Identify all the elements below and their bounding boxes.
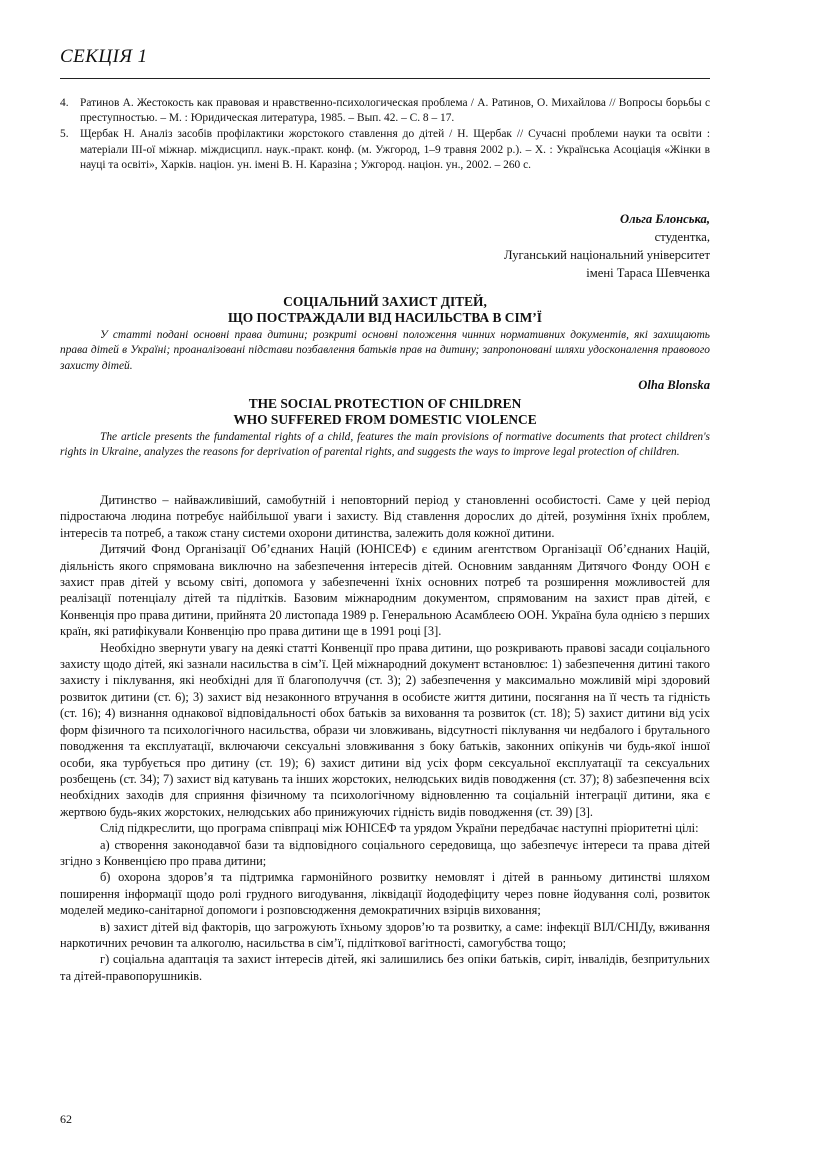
author-affiliation: імені Тараса Шевченка (586, 266, 710, 280)
running-head: СЕКЦІЯ 1 (60, 46, 148, 67)
body-text (60, 492, 710, 984)
title-line: ЩО ПОСТРАЖДАЛИ ВІД НАСИЛЬСТВА В СІМ’Ї (228, 310, 542, 325)
paragraph: Дитячий Фонд Організації Об’єднаних Націй (ЮНІСЕФ) є єдиним агентством Організації Об’єднаних Націй, діяльність якого спрямована виключно на забезпечення інтересів дітей. Основним завданням Дитячого Фонду ООН є захист прав дітей у всьому світі, допомога у забезпеченні їхніх основних потреб та розширення можливостей для реалізації потенціалу дітей та підлітків. Базовим міжнародним документом, спрямованим на захист прав дітей, є Конвенція про права дитини, прийнята 20 листопада 1989 р. Генеральною Асамблеєю ООН. Україна була однією з перших країн, які ратифікували Конвенцію про права дитини ще в 1991 році [3]. (60, 542, 710, 639)
author-role: студентка, (654, 230, 710, 244)
header-rule (60, 78, 710, 79)
title-line: THE SOCIAL PROTECTION OF CHILDREN (248, 396, 522, 411)
author-block (310, 210, 710, 282)
paragraph: в) захист дітей від факторів, що загрожують їхньому здоров’ю та розвитку, а саме: інфекції ВІЛ/СНІДу, вживання наркотичних речовин та алкоголю, насильства в сім’ї, підліткової вагітності, самогубства тощо; (60, 919, 710, 950)
paragraph: а) створення законодавчої бази та відповідного соціального середовища, що забезпечує інтереси та права дітей згідно з Конвенцією про права дитини; (60, 837, 710, 868)
article-title-en (60, 396, 710, 428)
reference-text: Щербак Н. Аналіз засобів профілактики жорстокого ставлення до дітей / Н. Щербак // Сучасні проблеми науки та освіти : матеріали ІІІ-ої міжнар. міждисципл. наук.-практ. конф. (м. Ужгород, 1–9 травня 2002 р.). – Х. : Українська Асоціація «Жінки в науці та освіті», Харків. націон. ун. імені В. Н. Каразіна ; Ужгород. націон. ун., 2002. – 260 с. (80, 128, 710, 171)
reference-item (60, 96, 710, 126)
title-line: WHO SUFFERED FROM DOMESTIC VIOLENCE (233, 412, 537, 427)
reference-text: Ратинов А. Жестокость как правовая и нравственно-психологическая проблема / А. Ратинов, О. Михайлова // Вопросы борьбы с преступностью. – М. : Юридическая литература, 1985. – Вып. 42. – С. 8 – 17. (80, 97, 710, 125)
paragraph: Необхідно звернути увагу на деякі статті Конвенції про права дитини, що розкривають правові засади соціального захисту щодо дітей, які зазнали насильства в сім’ї. Цей міжнародний документ встановлює: 1) забезпечення дитині такого захисту і піклування, які необхідні для її благополуччя (ст. 3); 2) забезпечення у максимально можливій мірі здоровий розвиток дитини (ст. 6); 3) захист від незаконного втручання в особисте життя дитини, посягання на її честь та гідність (ст. 16); 4) визнання однакової відповідальності обох батьків за виховання та розвиток (ст. 18); 5) захист дитини від усіх форм фізичного та психологічного насильства, образи чи зловживань, відсутності піклування чи недбалого і брутального поводження та експлуатації, включаючи сексуальні зловживання з боку батьків, законних опікунів чи будь-якої іншої особи, яка турбується про дитину (ст. 19); 6) захист дитини від усіх форм сексуальної експлуатації та сексуальних розбещень (ст. 34); 7) захист від катувань та інших жорстоких, нелюдських видів поводження (ст. 37); 8) забезпечення всіх необхідних заходів для сприяння фізичному та психологічному відновленню та соціальній інтеграції дитини, яка є жертвою будь-яких жорстоких, нелюдських або принижуючих гідність видів поводження (ст. 39) [3]. (60, 640, 710, 819)
paragraph: Дитинство – найважливіший, самобутній і неповторний період у становленні особистості. Саме у цей період підростаюча людина потребує найбільшої уваги і захисту. Від ставлення дорослих до дітей, розуміння їхніх проблем, інтересів та потреб, а також стану системи охорони дитинства, залежить доля кожної дитини. (60, 493, 710, 540)
author-name: Ольга Блонська, (619, 212, 710, 226)
reference-number: 5. (60, 128, 69, 141)
author-name-en: Olha Blonska (638, 378, 710, 392)
author-affiliation: Луганський національний університет (503, 248, 710, 262)
reference-list (60, 96, 710, 174)
abstract-ua: У статті подані основні права дитини; розкриті основні положення чинних нормативних документів, які захищають права дітей в Україні; проаналізовані підстави позбавлення батьків прав на дитину; запропоновані шляхи удосконалення правового захисту дітей. (60, 329, 710, 372)
paragraph: Слід підкреслити, що програма співпраці між ЮНІСЕФ та урядом України передбачає наступні пріоритетні цілі: (100, 821, 699, 836)
abstract-en: The article presents the fundamental rights of a child, features the main provisions of normative documents that protect children's rights in Ukraine, analyzes the reasons for deprivation of parental rights, and suggests the ways to improve legal protection of children. (60, 431, 710, 459)
paragraph: г) соціальна адаптація та захист інтересів дітей, які залишились без опіки батьків, сиріт, інвалідів, безпритульних та дітей-правопорушників. (60, 952, 710, 983)
reference-item (60, 127, 710, 173)
title-line: СОЦІАЛЬНИЙ ЗАХИСТ ДІТЕЙ, (283, 294, 487, 309)
page-number: 62 (60, 1112, 72, 1126)
paragraph: б) охорона здоров’я та підтримка гармонійного розвитку немовлят і дітей в ранньому дитинстві шляхом поширення інформації щодо ролі грудного вигодування, ліквідації йододефіциту через повне йодування солі, розвиток моделей медико-санітарної допомоги і розповсюдження демократичних взірців виховання; (60, 870, 710, 918)
reference-number: 4. (60, 97, 69, 109)
article-title-ua (60, 294, 710, 326)
